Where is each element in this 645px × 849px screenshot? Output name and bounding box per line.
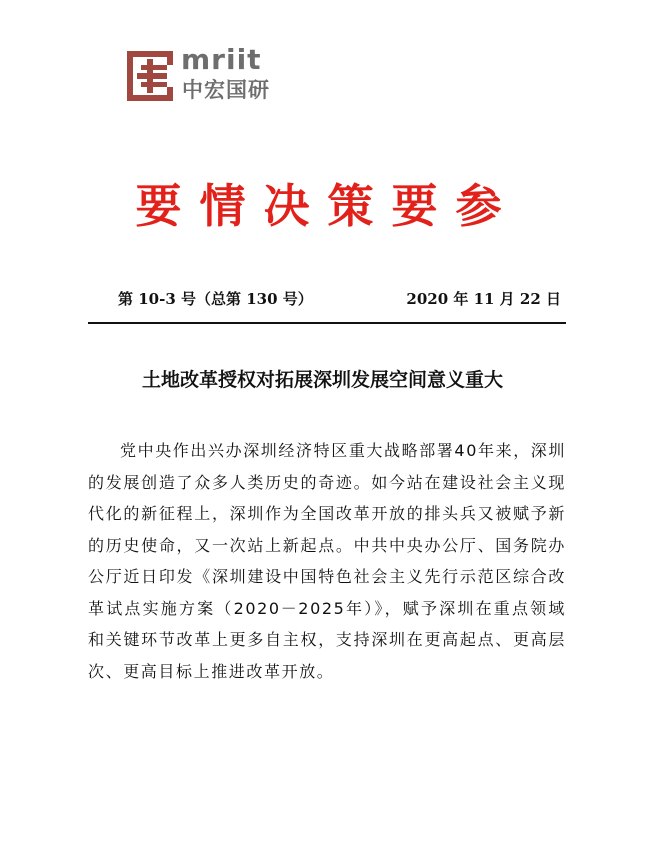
- article-body: 党中央作出兴办深圳经济特区重大战略部署40年来，深圳的发展创造了众多人类历史的奇迹。如今站在建设社会主义现代化的新征程上，深圳作为全国改革开放的排头兵又被赋予新的历史使命，又一次站上新起点。中共中央办公厅、国务院办公厅近日印发《深圳建设中国特色社会主义先行示范区综合改革试点实施方案（2020－2025年）》，赋予深圳在重点领域和关键环节改革上更多自主权，支持深圳在更高起点、更高层次、更高目标上推进改革开放。: [88, 441, 566, 681]
- masthead-title: 要情决策要参: [135, 179, 520, 233]
- brand-logo: [127, 45, 272, 105]
- mriit-logo-mark-icon: [127, 51, 173, 101]
- header-divider: [88, 322, 566, 324]
- article-title: 土地改革授权对拓展深圳发展空间意义重大: [141, 369, 503, 391]
- issue-date: 2020 年 11 月 22 日: [406, 290, 561, 308]
- issue-number: 第 10-3 号（总第 130 号）: [118, 290, 313, 308]
- brand-name-en: mriit: [181, 43, 262, 76]
- brand-name-cn: 中宏国研: [182, 78, 270, 102]
